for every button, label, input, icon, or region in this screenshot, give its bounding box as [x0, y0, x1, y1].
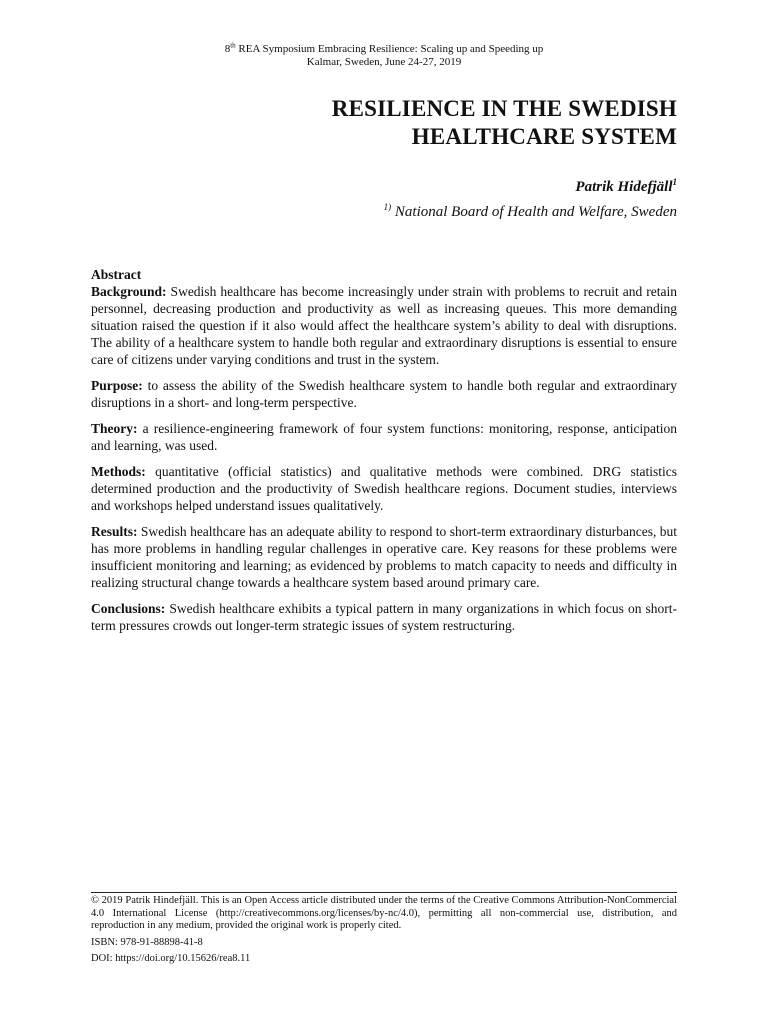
author-block	[177, 172, 677, 222]
section-text: Swedish healthcare has an adequate ability to respond to short-term extraordinary disturbances, but has more problems in handling regular challenges in operative care. Key reasons for these problems were insufficient monitoring and learning; as evidenced by problems to match capacity to needs and difficulty in realizing structural change towards a healthcare system based around primary care.	[91, 524, 677, 590]
abstract-purpose	[91, 377, 677, 411]
abstract-background	[91, 283, 677, 368]
abstract-heading: Abstract	[91, 267, 142, 282]
affiliation-marker: 1)	[383, 202, 392, 212]
conference-header	[90, 43, 678, 69]
section-text: Swedish healthcare exhibits a typical pattern in many organizations in which focus on short-term pressures crowds out longer-term strategic issues of system restructuring.	[91, 601, 677, 633]
abstract-theory	[91, 420, 677, 454]
section-label: Results:	[91, 524, 138, 539]
section-label: Methods:	[91, 464, 146, 479]
author-name-line	[177, 172, 677, 197]
section-label: Background:	[91, 284, 167, 299]
author-name: Patrik Hidefjäll	[575, 179, 673, 195]
abstract-results	[91, 523, 677, 591]
doi: DOI: https://doi.org/10.15626/rea8.11	[91, 953, 251, 964]
affiliation-line	[177, 197, 677, 222]
author-marker: 1	[672, 177, 677, 187]
edition-suffix: th	[230, 41, 236, 50]
section-text: quantitative (official statistics) and qualitative methods were combined. DRG statistics determined production and the productivity of Swedish healthcare regions. Document studies, interviews and workshops helped understand issues qualitatively.	[91, 464, 677, 513]
affiliation: National Board of Health and Welfare, Sweden	[391, 204, 677, 220]
section-label: Theory:	[91, 421, 138, 436]
abstract-conclusions	[91, 600, 677, 634]
title-line-2: HEALTHCARE SYSTEM	[411, 124, 677, 149]
isbn: ISBN: 978-91-88898-41-8	[91, 936, 203, 948]
abstract	[91, 266, 677, 643]
title-line-1: RESILIENCE IN THE SWEDISH	[331, 96, 677, 121]
conference-line-2: Kalmar, Sweden, June 24-27, 2019	[306, 56, 462, 68]
section-text: to assess the ability of the Swedish healthcare system to handle both regular and extraordinary disruptions in a short- and long-term perspective.	[91, 378, 677, 410]
footer-notes	[91, 892, 677, 970]
abstract-methods	[91, 463, 677, 514]
paper-title	[177, 95, 677, 151]
section-label: Purpose:	[91, 378, 143, 393]
section-text: Swedish healthcare has become increasingly under strain with problems to recruit and retain personnel, decreasing production and productivity as well as increasing queues. This more demanding situation raised the question if it also would affect the healthcare system’s ability to deal with disruptions. The ability of a healthcare system to handle both regular and extraordinary disruptions is essential to ensure care of citizens under varying conditions and trust in the system.	[91, 284, 677, 367]
section-text: a resilience-engineering framework of four system functions: monitoring, response, anticipation and learning, was used.	[91, 421, 677, 453]
license-note: © 2019 Patrik Hindefjäll. This is an Open Access article distributed under the terms of the Creative Commons Attribution-NonCommercial 4.0 International License (http://creativecommons.org/licenses/by-nc/4.0), permitting all non-commercial use, distribution, and reproduction in any medium, provided the original work is properly cited.	[91, 895, 677, 931]
conference-line-1	[90, 43, 678, 56]
edition-number: 8	[224, 43, 231, 55]
conference-name: REA Symposium Embracing Resilience: Scaling up and Speeding up	[235, 43, 544, 55]
section-label: Conclusions:	[91, 601, 166, 616]
